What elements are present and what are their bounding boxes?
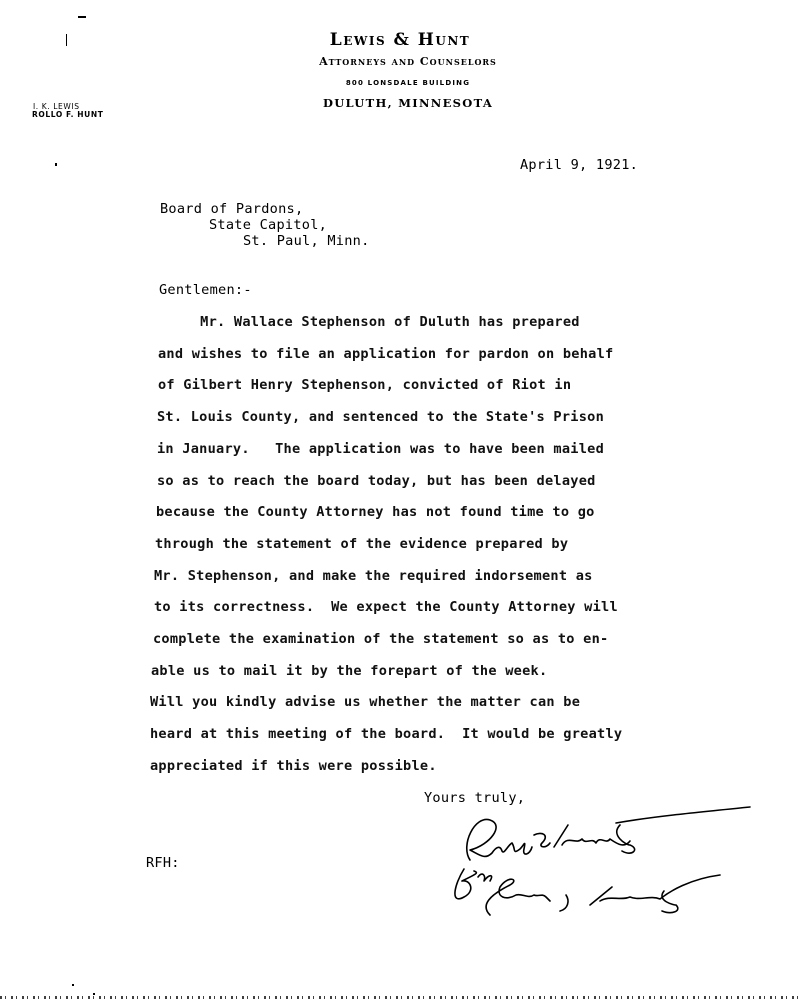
partner-name: I. K. LEWIS xyxy=(33,102,80,111)
letter-date: April 9, 1921. xyxy=(520,157,639,173)
body-line: Mr. Stephenson, and make the required indorsement as xyxy=(154,568,593,584)
scan-edge-noise xyxy=(0,996,800,999)
firm-name: Lewis & Hunt xyxy=(329,30,471,50)
body-line: St. Louis County, and sentenced to the State's Prison xyxy=(157,409,605,425)
recipient-line: State Capitol, xyxy=(209,217,328,233)
body-line: and wishes to file an application for pardon on behalf xyxy=(158,346,614,362)
body-line: heard at this meeting of the board. It would be greatly xyxy=(150,726,623,742)
scan-mark xyxy=(66,34,67,46)
scan-mark xyxy=(55,163,57,166)
scan-mark xyxy=(72,984,74,986)
body-line: because the County Attorney has not found time to go xyxy=(156,504,595,520)
closing: Yours truly, xyxy=(424,790,526,806)
body-line: so as to reach the board today, but has been delayed xyxy=(157,473,596,489)
partners-list xyxy=(32,103,103,119)
firm-address: 800 LONSDALE BUILDING xyxy=(345,79,471,87)
body-line: of Gilbert Henry Stephenson, convicted of Riot in xyxy=(158,377,572,393)
body-line: in January. The application was to have been mailed xyxy=(157,441,605,457)
partner-name: ROLLO F. HUNT xyxy=(32,110,104,119)
scan-mark xyxy=(78,16,86,18)
typist-initials: RFH: xyxy=(146,855,180,871)
body-line: to its correctness. We expect the County Attorney will xyxy=(154,599,618,615)
firm-title: Attorneys and Counselors xyxy=(319,55,497,68)
body-line: Will you kindly advise us whether the matter can be xyxy=(150,694,581,710)
body-line: Mr. Wallace Stephenson of Duluth has prepared xyxy=(158,314,580,330)
recipient-line: Board of Pardons, xyxy=(160,201,304,217)
recipient-line: St. Paul, Minn. xyxy=(243,233,370,249)
body-line: complete the examination of the statement so as to en- xyxy=(153,631,609,647)
handwritten-signature xyxy=(450,805,770,925)
scan-mark xyxy=(93,993,95,995)
body-line: through the statement of the evidence prepared by xyxy=(155,536,569,552)
body-line: appreciated if this were possible. xyxy=(150,758,437,774)
body-line: able us to mail it by the forepart of the week. xyxy=(151,663,548,679)
firm-city: DULUTH, MINNESOTA xyxy=(322,96,494,110)
salutation: Gentlemen:- xyxy=(159,282,252,298)
